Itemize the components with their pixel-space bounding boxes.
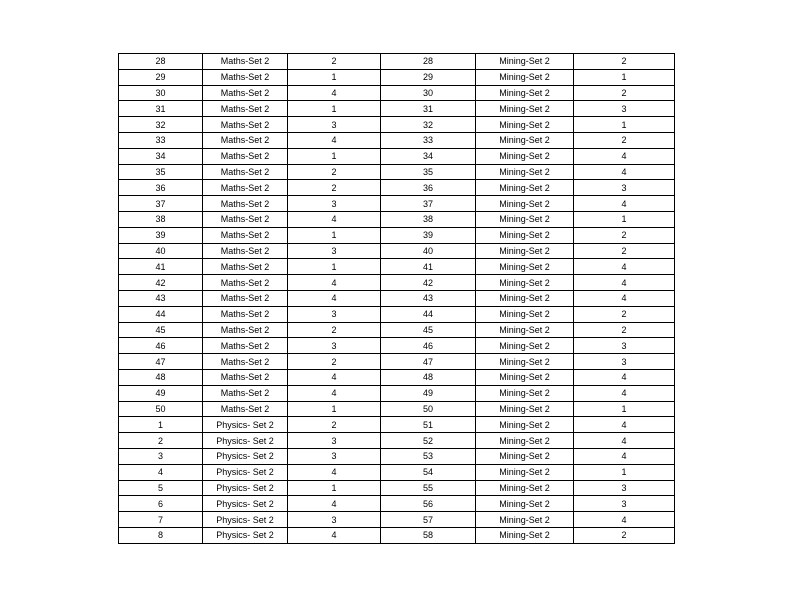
answer-cell: 4 — [574, 290, 675, 306]
question-number-cell: 58 — [381, 527, 476, 543]
question-number-cell: 39 — [381, 227, 476, 243]
question-number-cell: 52 — [381, 433, 476, 449]
table-row — [119, 306, 675, 322]
subject-set-cell: Mining-Set 2 — [476, 417, 574, 433]
answer-cell: 1 — [288, 259, 381, 275]
answer-cell: 3 — [288, 433, 381, 449]
answer-cell: 4 — [574, 433, 675, 449]
subject-set-cell: Maths-Set 2 — [203, 132, 288, 148]
question-number-cell: 30 — [381, 85, 476, 101]
answer-cell: 4 — [288, 496, 381, 512]
table-row — [119, 338, 675, 354]
subject-set-cell: Mining-Set 2 — [476, 180, 574, 196]
question-number-cell: 47 — [381, 354, 476, 370]
question-number-cell: 32 — [381, 117, 476, 133]
answer-cell: 3 — [574, 480, 675, 496]
table-row — [119, 180, 675, 196]
subject-set-cell: Maths-Set 2 — [203, 180, 288, 196]
question-number-cell: 31 — [119, 101, 203, 117]
subject-set-cell: Mining-Set 2 — [476, 322, 574, 338]
answer-cell: 4 — [574, 369, 675, 385]
subject-set-cell: Mining-Set 2 — [476, 496, 574, 512]
subject-set-cell: Mining-Set 2 — [476, 512, 574, 528]
answer-cell: 2 — [574, 85, 675, 101]
subject-set-cell: Mining-Set 2 — [476, 338, 574, 354]
question-number-cell: 56 — [381, 496, 476, 512]
answer-cell: 4 — [288, 385, 381, 401]
question-number-cell: 36 — [119, 180, 203, 196]
question-number-cell: 33 — [381, 132, 476, 148]
table-row — [119, 417, 675, 433]
answer-cell: 4 — [574, 385, 675, 401]
subject-set-cell: Mining-Set 2 — [476, 306, 574, 322]
subject-set-cell: Mining-Set 2 — [476, 101, 574, 117]
answer-cell: 3 — [288, 338, 381, 354]
subject-set-cell: Mining-Set 2 — [476, 132, 574, 148]
question-number-cell: 45 — [119, 322, 203, 338]
subject-set-cell: Physics- Set 2 — [203, 527, 288, 543]
answer-cell: 4 — [288, 464, 381, 480]
question-number-cell: 28 — [119, 54, 203, 70]
subject-set-cell: Mining-Set 2 — [476, 385, 574, 401]
answer-cell: 2 — [288, 322, 381, 338]
question-number-cell: 57 — [381, 512, 476, 528]
answer-cell: 3 — [574, 354, 675, 370]
answer-cell: 3 — [288, 196, 381, 212]
answer-cell: 2 — [574, 227, 675, 243]
question-number-cell: 3 — [119, 448, 203, 464]
answer-cell: 2 — [574, 306, 675, 322]
table-row — [119, 290, 675, 306]
subject-set-cell: Mining-Set 2 — [476, 433, 574, 449]
answer-cell: 1 — [288, 480, 381, 496]
answer-cell: 1 — [288, 227, 381, 243]
question-number-cell: 35 — [119, 164, 203, 180]
question-number-cell: 46 — [381, 338, 476, 354]
question-number-cell: 42 — [381, 275, 476, 291]
subject-set-cell: Physics- Set 2 — [203, 417, 288, 433]
table-row — [119, 227, 675, 243]
subject-set-cell: Maths-Set 2 — [203, 196, 288, 212]
table-row — [119, 54, 675, 70]
table-row — [119, 401, 675, 417]
answer-cell: 3 — [288, 117, 381, 133]
answer-cell: 3 — [574, 101, 675, 117]
answer-cell: 2 — [574, 527, 675, 543]
table-row — [119, 385, 675, 401]
answer-cell: 4 — [574, 148, 675, 164]
answer-cell: 2 — [574, 243, 675, 259]
answer-key-body — [119, 54, 675, 544]
table-row — [119, 448, 675, 464]
answer-cell: 2 — [288, 54, 381, 70]
subject-set-cell: Mining-Set 2 — [476, 243, 574, 259]
subject-set-cell: Mining-Set 2 — [476, 369, 574, 385]
question-number-cell: 44 — [119, 306, 203, 322]
subject-set-cell: Mining-Set 2 — [476, 211, 574, 227]
subject-set-cell: Maths-Set 2 — [203, 243, 288, 259]
subject-set-cell: Maths-Set 2 — [203, 148, 288, 164]
question-number-cell: 34 — [119, 148, 203, 164]
subject-set-cell: Maths-Set 2 — [203, 227, 288, 243]
question-number-cell: 5 — [119, 480, 203, 496]
subject-set-cell: Mining-Set 2 — [476, 227, 574, 243]
table-row — [119, 464, 675, 480]
question-number-cell: 31 — [381, 101, 476, 117]
answer-cell: 2 — [288, 164, 381, 180]
subject-set-cell: Mining-Set 2 — [476, 69, 574, 85]
question-number-cell: 50 — [381, 401, 476, 417]
question-number-cell: 2 — [119, 433, 203, 449]
question-number-cell: 8 — [119, 527, 203, 543]
question-number-cell: 44 — [381, 306, 476, 322]
answer-cell: 4 — [574, 512, 675, 528]
question-number-cell: 33 — [119, 132, 203, 148]
answer-cell: 2 — [574, 132, 675, 148]
question-number-cell: 47 — [119, 354, 203, 370]
answer-cell: 3 — [288, 512, 381, 528]
subject-set-cell: Maths-Set 2 — [203, 69, 288, 85]
table-row — [119, 69, 675, 85]
subject-set-cell: Mining-Set 2 — [476, 148, 574, 164]
subject-set-cell: Maths-Set 2 — [203, 322, 288, 338]
answer-cell: 3 — [574, 338, 675, 354]
answer-key-table — [118, 53, 675, 544]
table-row — [119, 196, 675, 212]
answer-cell: 4 — [574, 448, 675, 464]
question-number-cell: 6 — [119, 496, 203, 512]
table-row — [119, 275, 675, 291]
subject-set-cell: Maths-Set 2 — [203, 290, 288, 306]
subject-set-cell: Mining-Set 2 — [476, 290, 574, 306]
table-row — [119, 369, 675, 385]
question-number-cell: 41 — [381, 259, 476, 275]
subject-set-cell: Physics- Set 2 — [203, 448, 288, 464]
answer-cell: 4 — [288, 369, 381, 385]
table-row — [119, 512, 675, 528]
answer-cell: 4 — [574, 259, 675, 275]
subject-set-cell: Maths-Set 2 — [203, 85, 288, 101]
subject-set-cell: Mining-Set 2 — [476, 480, 574, 496]
question-number-cell: 37 — [119, 196, 203, 212]
subject-set-cell: Mining-Set 2 — [476, 196, 574, 212]
question-number-cell: 45 — [381, 322, 476, 338]
answer-cell: 2 — [288, 417, 381, 433]
question-number-cell: 43 — [381, 290, 476, 306]
question-number-cell: 51 — [381, 417, 476, 433]
subject-set-cell: Maths-Set 2 — [203, 306, 288, 322]
table-row — [119, 132, 675, 148]
subject-set-cell: Mining-Set 2 — [476, 54, 574, 70]
question-number-cell: 53 — [381, 448, 476, 464]
question-number-cell: 29 — [119, 69, 203, 85]
table-row — [119, 433, 675, 449]
subject-set-cell: Maths-Set 2 — [203, 338, 288, 354]
answer-cell: 3 — [288, 243, 381, 259]
question-number-cell: 49 — [381, 385, 476, 401]
question-number-cell: 40 — [381, 243, 476, 259]
answer-cell: 1 — [288, 101, 381, 117]
subject-set-cell: Maths-Set 2 — [203, 369, 288, 385]
question-number-cell: 41 — [119, 259, 203, 275]
table-row — [119, 243, 675, 259]
answer-cell: 1 — [574, 464, 675, 480]
question-number-cell: 49 — [119, 385, 203, 401]
subject-set-cell: Maths-Set 2 — [203, 54, 288, 70]
table-row — [119, 354, 675, 370]
subject-set-cell: Maths-Set 2 — [203, 354, 288, 370]
subject-set-cell: Maths-Set 2 — [203, 211, 288, 227]
answer-cell: 3 — [574, 496, 675, 512]
subject-set-cell: Maths-Set 2 — [203, 117, 288, 133]
subject-set-cell: Physics- Set 2 — [203, 464, 288, 480]
answer-cell: 2 — [574, 322, 675, 338]
subject-set-cell: Mining-Set 2 — [476, 275, 574, 291]
answer-cell: 3 — [288, 306, 381, 322]
answer-cell: 4 — [288, 132, 381, 148]
subject-set-cell: Maths-Set 2 — [203, 401, 288, 417]
table-row — [119, 117, 675, 133]
table-row — [119, 101, 675, 117]
subject-set-cell: Maths-Set 2 — [203, 259, 288, 275]
answer-cell: 1 — [288, 148, 381, 164]
answer-cell: 2 — [288, 354, 381, 370]
answer-cell: 3 — [574, 180, 675, 196]
question-number-cell: 1 — [119, 417, 203, 433]
table-row — [119, 322, 675, 338]
subject-set-cell: Physics- Set 2 — [203, 496, 288, 512]
subject-set-cell: Mining-Set 2 — [476, 354, 574, 370]
question-number-cell: 46 — [119, 338, 203, 354]
subject-set-cell: Physics- Set 2 — [203, 433, 288, 449]
table-row — [119, 164, 675, 180]
table-row — [119, 211, 675, 227]
subject-set-cell: Maths-Set 2 — [203, 101, 288, 117]
answer-cell: 4 — [288, 211, 381, 227]
subject-set-cell: Mining-Set 2 — [476, 527, 574, 543]
question-number-cell: 55 — [381, 480, 476, 496]
question-number-cell: 38 — [119, 211, 203, 227]
subject-set-cell: Mining-Set 2 — [476, 117, 574, 133]
answer-cell: 4 — [574, 164, 675, 180]
question-number-cell: 36 — [381, 180, 476, 196]
question-number-cell: 48 — [381, 369, 476, 385]
question-number-cell: 48 — [119, 369, 203, 385]
subject-set-cell: Mining-Set 2 — [476, 448, 574, 464]
subject-set-cell: Mining-Set 2 — [476, 164, 574, 180]
question-number-cell: 37 — [381, 196, 476, 212]
answer-cell: 1 — [288, 69, 381, 85]
subject-set-cell: Maths-Set 2 — [203, 275, 288, 291]
subject-set-cell: Physics- Set 2 — [203, 480, 288, 496]
question-number-cell: 4 — [119, 464, 203, 480]
subject-set-cell: Mining-Set 2 — [476, 401, 574, 417]
answer-cell: 4 — [288, 85, 381, 101]
answer-cell: 3 — [288, 448, 381, 464]
subject-set-cell: Mining-Set 2 — [476, 85, 574, 101]
table-row — [119, 148, 675, 164]
question-number-cell: 40 — [119, 243, 203, 259]
answer-cell: 4 — [574, 275, 675, 291]
subject-set-cell: Maths-Set 2 — [203, 385, 288, 401]
table-row — [119, 480, 675, 496]
question-number-cell: 54 — [381, 464, 476, 480]
answer-cell: 2 — [574, 54, 675, 70]
answer-cell: 1 — [574, 211, 675, 227]
question-number-cell: 28 — [381, 54, 476, 70]
table-row — [119, 259, 675, 275]
subject-set-cell: Maths-Set 2 — [203, 164, 288, 180]
question-number-cell: 29 — [381, 69, 476, 85]
answer-cell: 4 — [574, 196, 675, 212]
question-number-cell: 7 — [119, 512, 203, 528]
answer-cell: 1 — [288, 401, 381, 417]
question-number-cell: 34 — [381, 148, 476, 164]
question-number-cell: 50 — [119, 401, 203, 417]
question-number-cell: 38 — [381, 211, 476, 227]
question-number-cell: 35 — [381, 164, 476, 180]
table-row — [119, 496, 675, 512]
answer-cell: 4 — [574, 417, 675, 433]
table-row — [119, 527, 675, 543]
subject-set-cell: Mining-Set 2 — [476, 259, 574, 275]
answer-cell: 4 — [288, 527, 381, 543]
question-number-cell: 32 — [119, 117, 203, 133]
answer-cell: 1 — [574, 117, 675, 133]
answer-cell: 4 — [288, 290, 381, 306]
subject-set-cell: Physics- Set 2 — [203, 512, 288, 528]
table-row — [119, 85, 675, 101]
question-number-cell: 30 — [119, 85, 203, 101]
answer-cell: 1 — [574, 401, 675, 417]
subject-set-cell: Mining-Set 2 — [476, 464, 574, 480]
question-number-cell: 43 — [119, 290, 203, 306]
answer-cell: 4 — [288, 275, 381, 291]
answer-cell: 1 — [574, 69, 675, 85]
question-number-cell: 39 — [119, 227, 203, 243]
answer-cell: 2 — [288, 180, 381, 196]
question-number-cell: 42 — [119, 275, 203, 291]
